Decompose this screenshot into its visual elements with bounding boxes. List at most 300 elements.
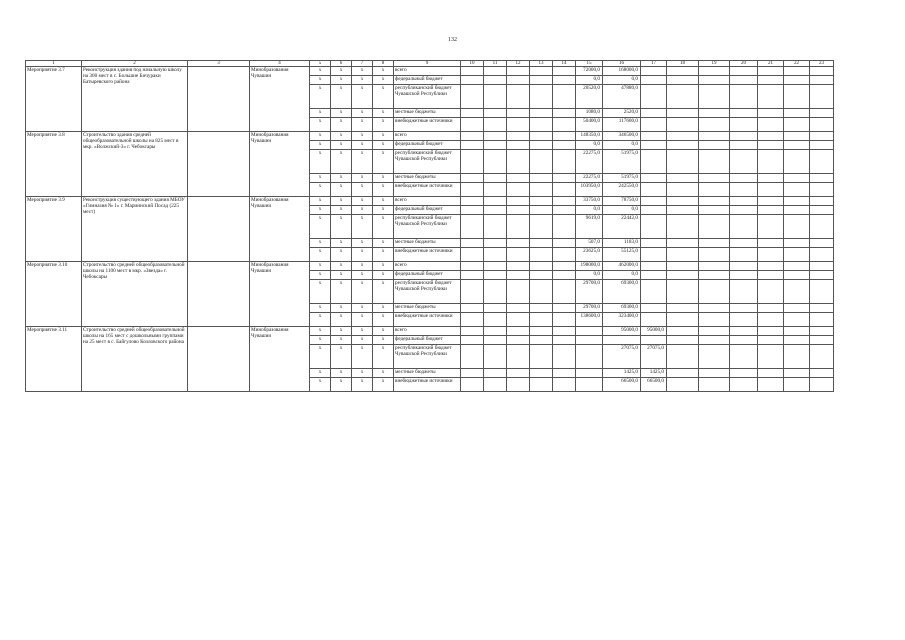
empty-cell (461, 197, 484, 206)
empty-cell (641, 174, 667, 183)
empty-cell (730, 327, 758, 336)
empty-cell (758, 76, 784, 85)
funding-source: федеральный бюджет (394, 141, 461, 150)
amount-cell: 66500,0 (641, 378, 667, 392)
empty-cell (461, 67, 484, 76)
column-number: 22 (784, 61, 810, 67)
column-number: 7 (352, 61, 373, 67)
empty-cell (784, 141, 810, 150)
mark-cell: x (331, 197, 352, 206)
empty-cell (810, 85, 834, 109)
empty-cell (507, 327, 530, 336)
mark-cell: x (352, 304, 373, 313)
funding-source: федеральный бюджет (394, 336, 461, 345)
empty-cell (730, 109, 758, 118)
empty-cell (461, 369, 484, 378)
empty-cell (507, 215, 530, 239)
amount-cell: 33750,0 (576, 197, 603, 206)
mark-cell: x (310, 206, 331, 215)
empty-cell (553, 336, 576, 345)
empty-cell (758, 369, 784, 378)
empty-cell (810, 327, 834, 336)
mark-cell: x (310, 369, 331, 378)
empty-cell (784, 118, 810, 132)
measure-object: Реконструкция существующего здания МБОУ «Гимназия № 1» г. Мариинский Посад (225 мест) (82, 197, 188, 262)
empty-cell (784, 248, 810, 262)
amount-cell: 117600,0 (603, 118, 641, 132)
column-number: 11 (484, 61, 507, 67)
empty-cell (553, 76, 576, 85)
mark-cell: x (331, 76, 352, 85)
amount-cell: 0,0 (576, 271, 603, 280)
funding-source: всего (394, 197, 461, 206)
amount-cell (576, 336, 603, 345)
amount-cell: 27075,0 (603, 345, 641, 369)
column-number: 6 (331, 61, 352, 67)
empty-cell (530, 327, 553, 336)
empty-cell (699, 206, 730, 215)
empty-cell (507, 239, 530, 248)
empty-cell (530, 271, 553, 280)
empty-cell (484, 85, 507, 109)
mark-cell: x (310, 239, 331, 248)
empty-cell (641, 109, 667, 118)
amount-cell: 198000,0 (576, 262, 603, 271)
funding-source: внебюджетные источники (394, 118, 461, 132)
mark-cell: x (352, 183, 373, 197)
empty-cell (667, 174, 699, 183)
empty-cell (810, 336, 834, 345)
empty-cell (553, 141, 576, 150)
measure-label: Мероприятие 3.11 (26, 327, 82, 392)
funding-source: внебюджетные источники (394, 183, 461, 197)
mark-cell: x (310, 280, 331, 304)
empty-cell (730, 141, 758, 150)
amount-cell (576, 378, 603, 392)
empty-cell (667, 345, 699, 369)
empty-cell (699, 239, 730, 248)
mark-cell: x (352, 150, 373, 174)
empty-cell (667, 67, 699, 76)
empty-cell (810, 248, 834, 262)
amount-cell: 462000,0 (603, 262, 641, 271)
mark-cell: x (331, 378, 352, 392)
empty-cell (530, 336, 553, 345)
empty-cell (530, 109, 553, 118)
empty-cell (484, 239, 507, 248)
mark-cell: x (352, 336, 373, 345)
empty-cell (699, 141, 730, 150)
mark-cell: x (373, 215, 394, 239)
empty-cell (507, 271, 530, 280)
empty-cell (784, 109, 810, 118)
empty-cell (810, 206, 834, 215)
amount-cell: 138600,0 (576, 313, 603, 327)
empty-cell (699, 280, 730, 304)
amount-cell (576, 327, 603, 336)
mark-cell: x (373, 150, 394, 174)
empty-cell (507, 262, 530, 271)
column-number: 15 (576, 61, 603, 67)
empty-cell (730, 239, 758, 248)
empty-cell (484, 197, 507, 206)
empty-cell (667, 150, 699, 174)
amount-cell: 51975,0 (603, 150, 641, 174)
measure-label: Мероприятие 3.8 (26, 132, 82, 197)
empty-cell (484, 271, 507, 280)
mark-cell: x (373, 248, 394, 262)
mark-cell: x (373, 327, 394, 336)
empty-cell (507, 378, 530, 392)
funding-source: республиканский бюджет Чувашской Республики (394, 150, 461, 174)
empty-cell (553, 239, 576, 248)
measure-object: Реконструкция здания под начальную школу на 300 мест в с. Большие Бичураки Батыревского района (82, 67, 188, 132)
empty-cell (667, 141, 699, 150)
empty-cell (784, 85, 810, 109)
empty-cell (507, 197, 530, 206)
empty-cell (758, 304, 784, 313)
empty-cell (699, 183, 730, 197)
mark-cell: x (310, 248, 331, 262)
empty-cell (810, 304, 834, 313)
empty-cell (758, 183, 784, 197)
mark-cell: x (352, 248, 373, 262)
mark-cell: x (352, 174, 373, 183)
empty-cell (699, 378, 730, 392)
column-number: 13 (530, 61, 553, 67)
column-number: 3 (188, 61, 250, 67)
mark-cell: x (331, 174, 352, 183)
amount-cell: 0,0 (603, 76, 641, 85)
amount-cell: 69300,0 (603, 304, 641, 313)
empty-cell (461, 239, 484, 248)
mark-cell: x (310, 271, 331, 280)
mark-cell: x (310, 304, 331, 313)
mark-cell: x (352, 118, 373, 132)
mark-cell: x (331, 345, 352, 369)
empty-cell (484, 215, 507, 239)
empty-cell (507, 174, 530, 183)
funding-source: местные бюджеты (394, 239, 461, 248)
empty-cell (699, 174, 730, 183)
empty-cell (758, 197, 784, 206)
funding-source: республиканский бюджет Чувашской Республики (394, 215, 461, 239)
column-number: 8 (373, 61, 394, 67)
empty-cell (530, 174, 553, 183)
table-row (26, 67, 834, 76)
amount-cell: 9619,0 (576, 215, 603, 239)
empty-cell (530, 369, 553, 378)
funding-source: местные бюджеты (394, 109, 461, 118)
table-row (26, 197, 834, 206)
empty-cell (730, 197, 758, 206)
mark-cell: x (331, 369, 352, 378)
empty-cell (730, 345, 758, 369)
empty-cell (188, 197, 250, 262)
mark-cell: x (331, 248, 352, 262)
mark-cell: x (373, 271, 394, 280)
empty-cell (810, 150, 834, 174)
empty-cell (188, 67, 250, 132)
empty-cell (699, 197, 730, 206)
empty-cell (507, 206, 530, 215)
empty-cell (699, 85, 730, 109)
empty-cell (810, 67, 834, 76)
empty-cell (641, 313, 667, 327)
empty-cell (530, 378, 553, 392)
empty-cell (484, 262, 507, 271)
empty-cell (758, 327, 784, 336)
empty-cell (810, 271, 834, 280)
empty-cell (641, 262, 667, 271)
mark-cell: x (352, 369, 373, 378)
mark-cell: x (331, 336, 352, 345)
empty-cell (484, 280, 507, 304)
empty-cell (641, 280, 667, 304)
empty-cell (553, 271, 576, 280)
empty-cell (641, 239, 667, 248)
funding-source: всего (394, 262, 461, 271)
amount-cell: 20520,0 (576, 85, 603, 109)
mark-cell: x (310, 132, 331, 141)
empty-cell (730, 76, 758, 85)
mark-cell: x (310, 150, 331, 174)
empty-cell (530, 262, 553, 271)
empty-cell (667, 109, 699, 118)
empty-cell (810, 215, 834, 239)
column-number: 19 (699, 61, 730, 67)
empty-cell (461, 327, 484, 336)
empty-cell (530, 248, 553, 262)
mark-cell: x (373, 109, 394, 118)
empty-cell (784, 67, 810, 76)
empty-cell (810, 239, 834, 248)
empty-cell (530, 280, 553, 304)
column-number: 12 (507, 61, 530, 67)
mark-cell: x (352, 109, 373, 118)
mark-cell: x (331, 132, 352, 141)
mark-cell: x (352, 132, 373, 141)
empty-cell (784, 336, 810, 345)
funding-source: внебюджетные источники (394, 378, 461, 392)
empty-cell (507, 150, 530, 174)
amount-cell: 22275,0 (576, 150, 603, 174)
empty-cell (810, 118, 834, 132)
mark-cell: x (352, 197, 373, 206)
mark-cell: x (373, 313, 394, 327)
empty-cell (758, 174, 784, 183)
empty-cell (484, 118, 507, 132)
empty-cell (667, 378, 699, 392)
empty-cell (484, 313, 507, 327)
amount-cell: 346500,0 (603, 132, 641, 141)
empty-cell (784, 215, 810, 239)
empty-cell (758, 150, 784, 174)
column-number: 21 (758, 61, 784, 67)
empty-cell (667, 369, 699, 378)
empty-cell (758, 378, 784, 392)
empty-cell (553, 85, 576, 109)
mark-cell: x (310, 313, 331, 327)
empty-cell (758, 280, 784, 304)
column-number: 4 (250, 61, 310, 67)
empty-cell (507, 67, 530, 76)
empty-cell (730, 378, 758, 392)
empty-cell (507, 336, 530, 345)
empty-cell (784, 327, 810, 336)
mark-cell: x (352, 239, 373, 248)
empty-cell (530, 141, 553, 150)
table-row (26, 132, 834, 141)
mark-cell: x (373, 183, 394, 197)
empty-cell (461, 150, 484, 174)
empty-cell (784, 313, 810, 327)
empty-cell (784, 174, 810, 183)
empty-cell (699, 304, 730, 313)
empty-cell (641, 304, 667, 313)
empty-cell (461, 85, 484, 109)
empty-cell (730, 132, 758, 141)
mark-cell: x (310, 118, 331, 132)
empty-cell (667, 183, 699, 197)
empty-cell (784, 271, 810, 280)
amount-cell: 323400,0 (603, 313, 641, 327)
empty-cell (530, 345, 553, 369)
measure-object: Строительство здания средней общеобразовательной школы на 825 мест в мкр. «Волжский-3» г. Чебоксары (82, 132, 188, 197)
empty-cell (507, 345, 530, 369)
column-number: 16 (603, 61, 641, 67)
funding-source: республиканский бюджет Чувашской Республики (394, 345, 461, 369)
empty-cell (484, 67, 507, 76)
empty-cell (730, 183, 758, 197)
empty-cell (507, 132, 530, 141)
mark-cell: x (331, 141, 352, 150)
measure-executor: Минобразования Чувашии (250, 67, 310, 132)
empty-cell (530, 76, 553, 85)
measure-executor: Минобразования Чувашии (250, 327, 310, 392)
mark-cell: x (352, 313, 373, 327)
empty-cell (484, 378, 507, 392)
amount-cell: 47880,0 (603, 85, 641, 109)
empty-cell (530, 150, 553, 174)
funding-source: местные бюджеты (394, 369, 461, 378)
mark-cell: x (310, 262, 331, 271)
empty-cell (188, 327, 250, 392)
measure-object: Строительство средней общеобразовательной школы на 1100 мест в мкр. «Звезда» г. Чебоксары (82, 262, 188, 327)
empty-cell (810, 262, 834, 271)
empty-cell (641, 85, 667, 109)
amount-cell: 0,0 (603, 271, 641, 280)
mark-cell: x (310, 109, 331, 118)
empty-cell (553, 378, 576, 392)
column-number: 1 (26, 61, 82, 67)
mark-cell: x (331, 327, 352, 336)
funding-source: внебюджетные источники (394, 248, 461, 262)
mark-cell: x (331, 85, 352, 109)
empty-cell (667, 206, 699, 215)
empty-cell (758, 239, 784, 248)
amount-cell: 78750,0 (603, 197, 641, 206)
funding-source: местные бюджеты (394, 174, 461, 183)
mark-cell: x (352, 206, 373, 215)
empty-cell (553, 313, 576, 327)
amount-cell (576, 345, 603, 369)
empty-cell (758, 118, 784, 132)
empty-cell (784, 369, 810, 378)
empty-cell (507, 313, 530, 327)
empty-cell (758, 215, 784, 239)
empty-cell (553, 183, 576, 197)
empty-cell (553, 262, 576, 271)
empty-cell (730, 313, 758, 327)
mark-cell: x (310, 183, 331, 197)
column-number: 2 (82, 61, 188, 67)
amount-cell: 103950,0 (576, 183, 603, 197)
empty-cell (507, 141, 530, 150)
empty-cell (699, 215, 730, 239)
empty-cell (461, 271, 484, 280)
amount-cell: 0,0 (576, 206, 603, 215)
empty-cell (507, 183, 530, 197)
column-number: 14 (553, 61, 576, 67)
table-row (26, 262, 834, 271)
amount-cell: 22442,0 (603, 215, 641, 239)
amount-cell: 72000,0 (576, 67, 603, 76)
mark-cell: x (331, 271, 352, 280)
mark-cell: x (373, 345, 394, 369)
empty-cell (641, 271, 667, 280)
empty-cell (530, 132, 553, 141)
measure-executor: Минобразования Чувашии (250, 262, 310, 327)
empty-cell (553, 67, 576, 76)
empty-cell (758, 141, 784, 150)
amount-cell: 51975,0 (603, 174, 641, 183)
amount-cell: 1183,0 (603, 239, 641, 248)
empty-cell (667, 262, 699, 271)
mark-cell: x (352, 76, 373, 85)
empty-cell (484, 76, 507, 85)
empty-cell (507, 369, 530, 378)
empty-cell (667, 76, 699, 85)
empty-cell (641, 206, 667, 215)
empty-cell (188, 262, 250, 327)
empty-cell (699, 109, 730, 118)
empty-cell (553, 280, 576, 304)
mark-cell: x (352, 141, 373, 150)
empty-cell (507, 248, 530, 262)
empty-cell (530, 118, 553, 132)
empty-cell (484, 345, 507, 369)
mark-cell: x (310, 67, 331, 76)
empty-cell (530, 85, 553, 109)
column-number: 20 (730, 61, 758, 67)
empty-cell (641, 141, 667, 150)
funding-source: федеральный бюджет (394, 206, 461, 215)
empty-cell (758, 85, 784, 109)
amount-cell: 0,0 (576, 141, 603, 150)
empty-cell (553, 248, 576, 262)
mark-cell: x (373, 85, 394, 109)
empty-cell (553, 174, 576, 183)
empty-cell (784, 345, 810, 369)
budget-table (25, 60, 834, 392)
mark-cell: x (352, 262, 373, 271)
empty-cell (758, 345, 784, 369)
amount-cell: 29700,0 (576, 304, 603, 313)
amount-cell: 29700,0 (576, 280, 603, 304)
amount-cell: 95000,0 (641, 327, 667, 336)
mark-cell: x (331, 262, 352, 271)
